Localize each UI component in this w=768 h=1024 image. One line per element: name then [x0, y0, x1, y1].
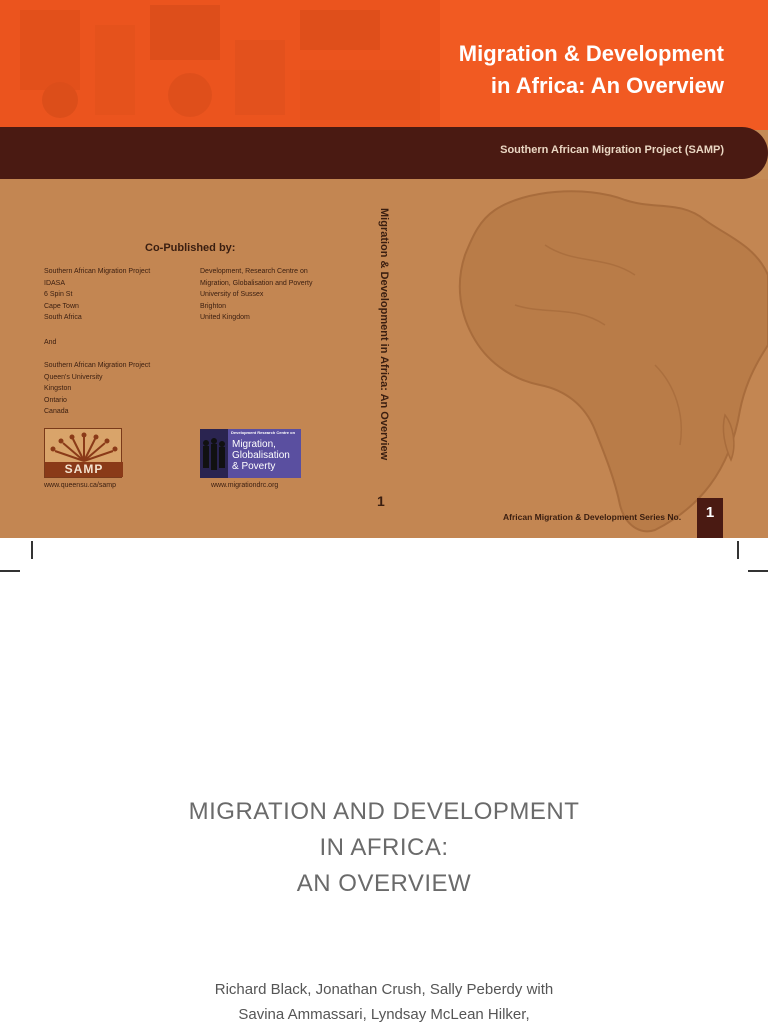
title-line: MIGRATION AND DEVELOPMENT [188, 798, 580, 825]
crop-mark [31, 541, 33, 559]
photo-collage-texture [0, 0, 440, 130]
address-line: Cape Town [44, 302, 79, 310]
address-line: Southern African Migration Project [44, 362, 151, 369]
series-label: African Migration & Development Series No. [503, 512, 682, 522]
people-silhouette-icon [200, 429, 228, 478]
cover-title [459, 38, 724, 102]
author-line: Richard Black, Jonathan Crush, Sally Peberdy with [214, 981, 554, 998]
project-label: Southern African Migration Project (SAMP) [500, 144, 724, 156]
drc-logo-text [232, 439, 290, 472]
address-line: University of Sussex [200, 291, 264, 299]
address-line: Ontario [44, 396, 67, 404]
cover-top-band [0, 0, 768, 130]
cover-title-line-2: in Africa: An Overview [490, 73, 724, 98]
cover-title-line-1: Migration & Development [458, 41, 724, 66]
title-page-heading [0, 794, 768, 902]
crop-mark [0, 570, 20, 572]
title-line: AN OVERVIEW [296, 870, 472, 897]
address-samp-cape-town [44, 266, 194, 324]
address-line: Development, Research Centre on [200, 268, 308, 275]
samp-logo [44, 428, 122, 478]
crop-mark [748, 570, 768, 572]
address-line: IDASA [44, 279, 66, 287]
address-line: United Kingdom [200, 314, 250, 322]
drc-url: www.migrationdrc.org [211, 482, 279, 489]
title-line: IN AFRICA: [319, 834, 449, 861]
and-label: And [44, 339, 57, 346]
address-line: Canada [44, 408, 69, 416]
copublished-heading: Co-Published by: [145, 242, 236, 254]
address-line: Brighton [200, 302, 227, 310]
author-line: Savina Ammassari, Lyndsay McLean Hilker, [238, 1006, 530, 1023]
crop-mark [737, 541, 739, 559]
series-number-badge: 1 [697, 498, 723, 538]
title-page-authors [0, 977, 768, 1024]
spine-number: 1 [377, 493, 385, 509]
drc-logo-top-line: Development Research Centre on [231, 430, 296, 435]
address-line: Kingston [44, 385, 72, 393]
address-line: Southern African Migration Project [44, 268, 151, 275]
samp-figures-icon [45, 429, 123, 463]
address-line: 6 Spin St [44, 291, 73, 299]
address-line: Migration, Globalisation and Poverty [200, 279, 313, 287]
drc-logo-line: & Poverty [232, 461, 276, 472]
drc-logo [200, 429, 301, 478]
address-line: South Africa [44, 314, 82, 322]
address-line: Queen's University [44, 373, 103, 381]
africa-map-illustration [455, 185, 768, 538]
address-samp-kingston [44, 360, 194, 418]
spine-title: Migration & Development in Africa: An Overview [378, 208, 390, 461]
drc-logo-line: Globalisation [232, 450, 290, 461]
address-drc-sussex [200, 266, 350, 324]
drc-logo-line: Migration, [232, 439, 276, 450]
samp-logo-text: SAMP [45, 462, 123, 477]
samp-url: www.queensu.ca/samp [44, 482, 116, 489]
